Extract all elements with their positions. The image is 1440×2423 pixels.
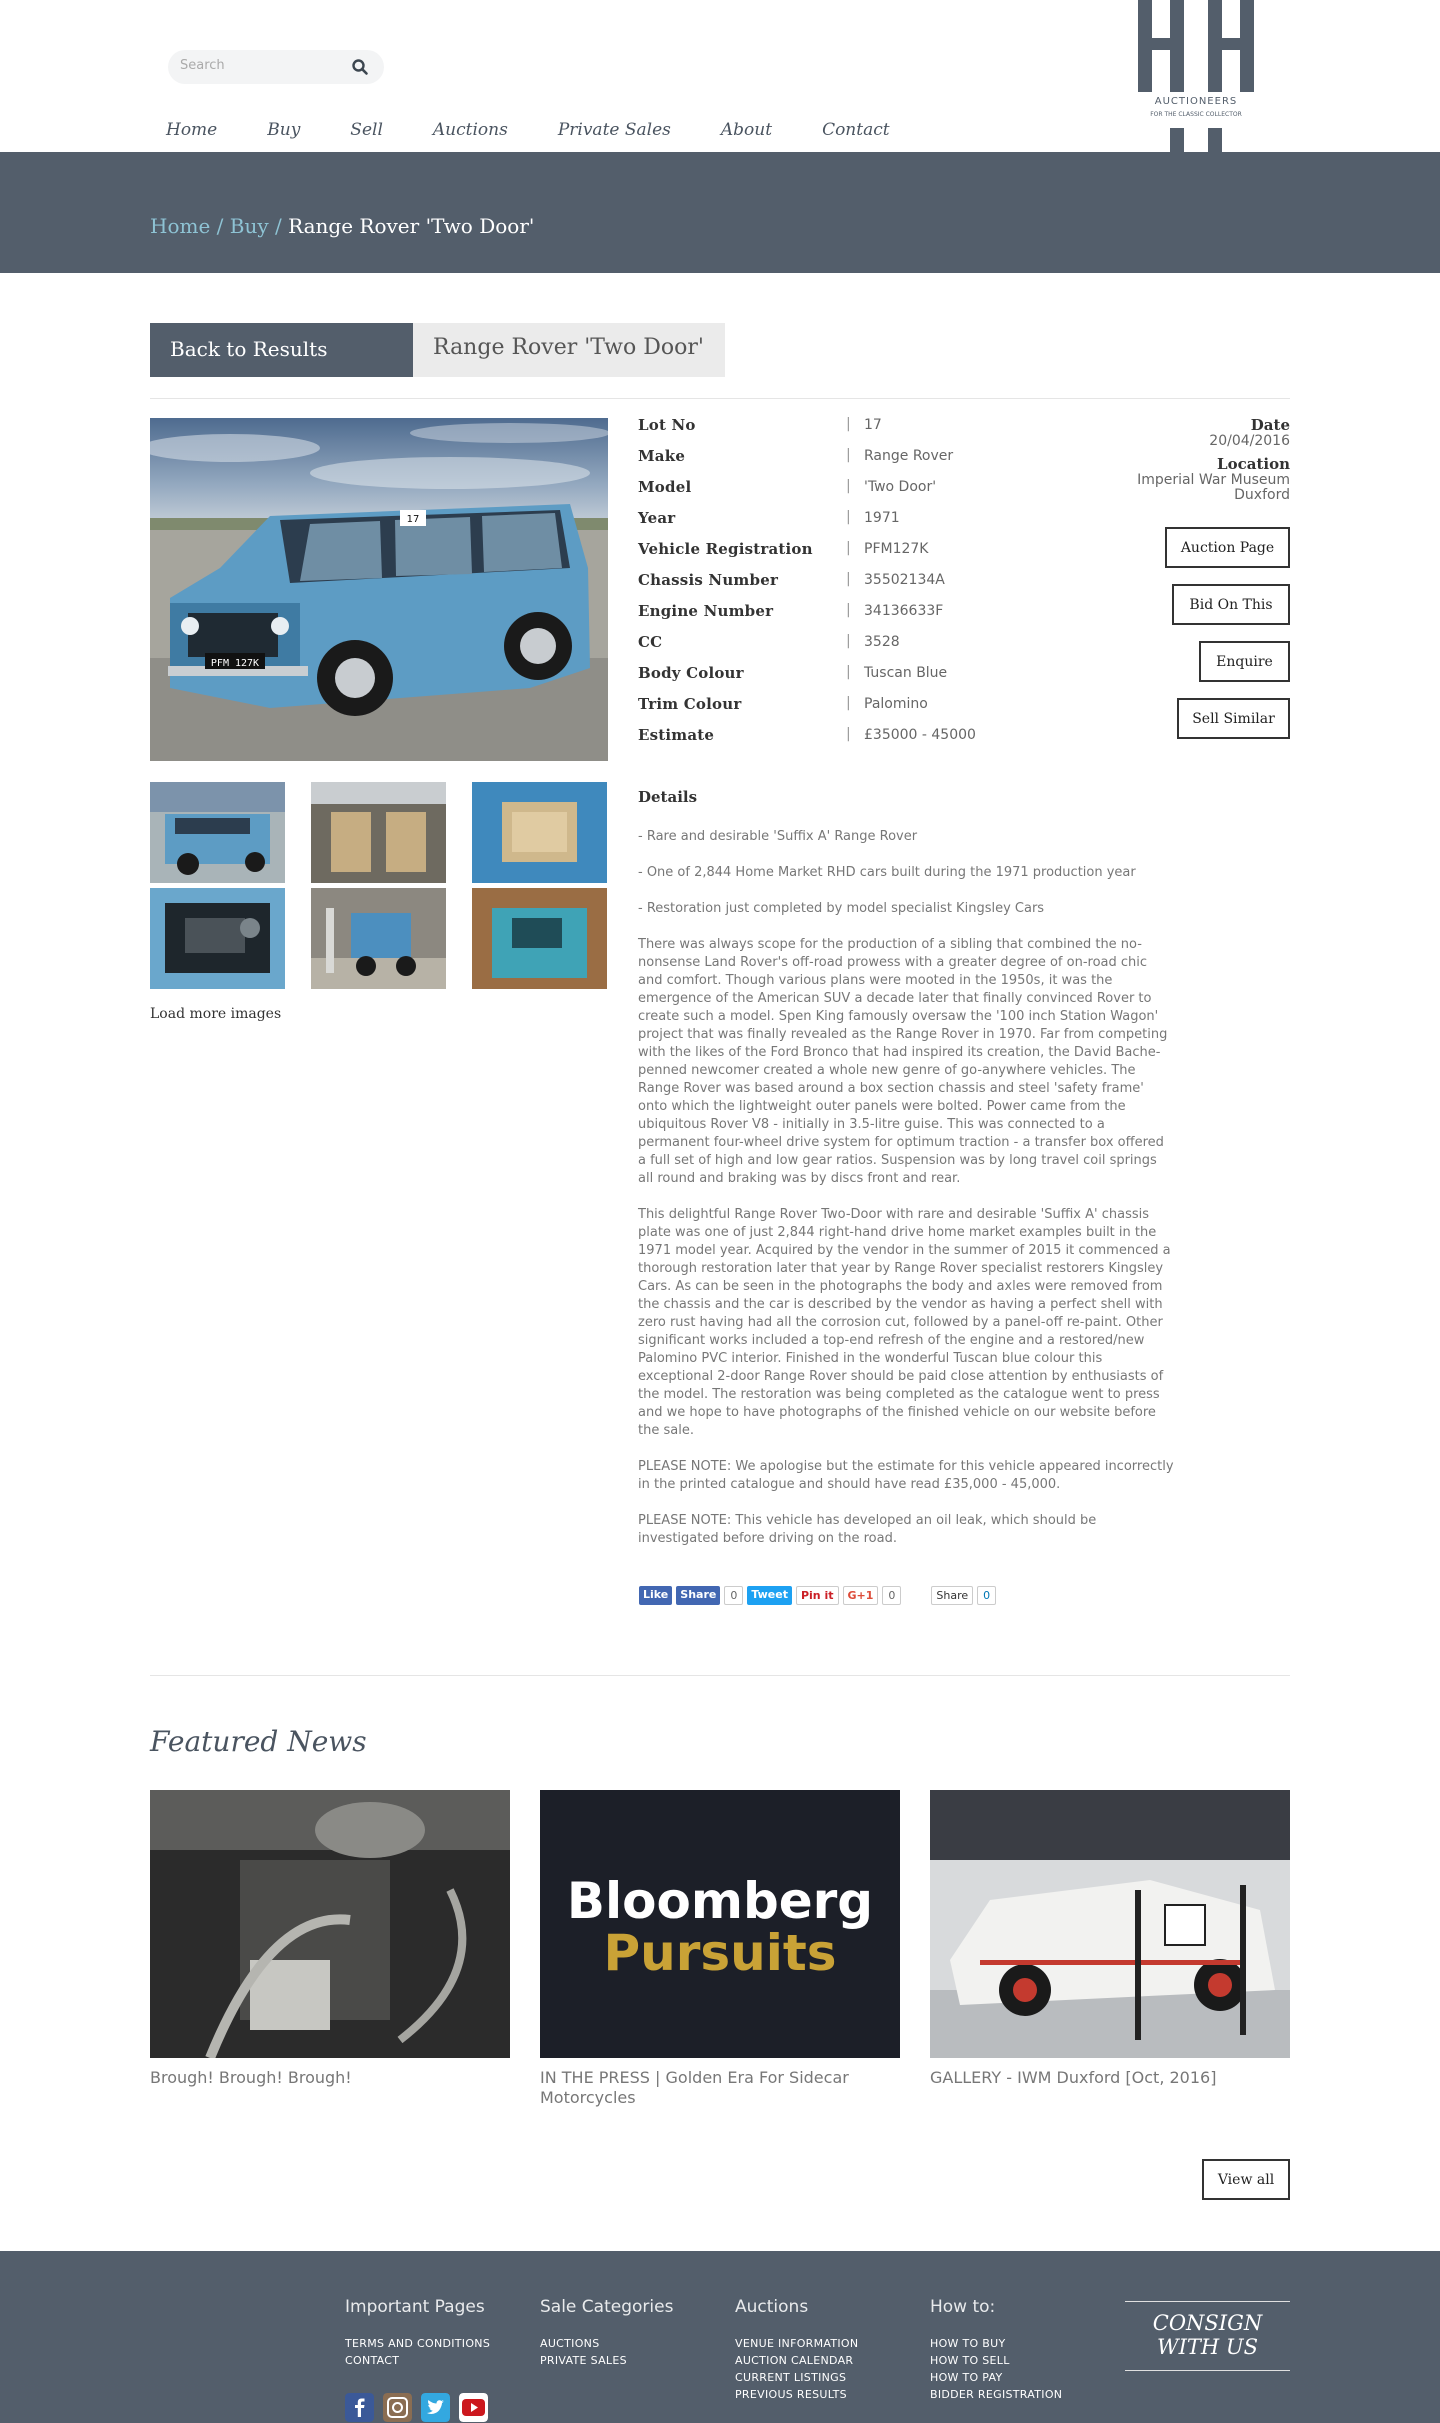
bloomberg-wordmark: Bloomberg	[566, 1872, 874, 1930]
thumbnail-2[interactable]	[311, 782, 446, 883]
location-line-2: Duxford	[1234, 487, 1290, 503]
facebook-icon[interactable]	[345, 2393, 374, 2422]
facebook-like-button[interactable]: Like	[639, 1586, 672, 1605]
date-label: Date	[1250, 416, 1290, 434]
social-share-bar	[639, 1585, 1000, 1605]
spec-separator: |	[846, 664, 851, 680]
footer-important-pages	[345, 2297, 490, 2369]
spec-row-make	[638, 447, 1038, 478]
spec-row-chassis	[638, 571, 1038, 602]
lot-title-tab: Range Rover 'Two Door'	[413, 323, 725, 377]
search-icon[interactable]	[351, 58, 369, 76]
footer-sale-categories	[540, 2297, 673, 2369]
thumbnail-3[interactable]	[472, 782, 607, 883]
nav-private-sales[interactable]: Private Sales	[557, 120, 671, 140]
spec-label: Vehicle Registration	[638, 540, 813, 558]
spec-label: Trim Colour	[638, 695, 742, 713]
nav-home[interactable]: Home	[166, 120, 218, 140]
location-label: Location	[1217, 455, 1290, 473]
nav-buy[interactable]: Buy	[267, 120, 301, 140]
footer-link-contact[interactable]: CONTACT	[345, 2354, 400, 2367]
back-to-results-button[interactable]: Back to Results	[150, 323, 413, 377]
news-image-2[interactable]	[540, 1790, 900, 2058]
details-heading: Details	[638, 788, 698, 806]
breadcrumb-current: Range Rover 'Two Door'	[288, 214, 535, 238]
spec-separator: |	[846, 571, 851, 587]
facebook-count: 0	[724, 1586, 743, 1605]
thumbnail-4[interactable]	[150, 888, 285, 989]
spec-row-trim-colour	[638, 695, 1038, 726]
spec-separator: |	[846, 416, 851, 432]
spec-label: CC	[638, 633, 663, 651]
footer-link-private-sales[interactable]: PRIVATE SALES	[540, 2354, 627, 2367]
spec-label: Body Colour	[638, 664, 744, 682]
footer-how-to	[930, 2297, 1062, 2403]
thumbnail-1[interactable]	[150, 782, 285, 883]
spec-label: Make	[638, 447, 686, 465]
load-more-images-link[interactable]: Load more images	[150, 1006, 282, 1022]
lot-sticker: 17	[406, 514, 420, 525]
breadcrumb-buy[interactable]: Buy	[229, 214, 269, 238]
details-bullet: - Rare and desirable 'Suffix A' Range Rover	[638, 829, 918, 844]
spec-value: 35502134A	[864, 572, 945, 588]
hh-logo[interactable]	[1138, 0, 1254, 152]
consign-line-1: CONSIGN	[1152, 2311, 1263, 2335]
footer-link-current[interactable]: CURRENT LISTINGS	[735, 2371, 847, 2384]
footer-heading: Sale Categories	[540, 2297, 674, 2317]
divider	[150, 398, 1290, 399]
spec-label: Model	[638, 478, 692, 496]
footer-link-venue[interactable]: VENUE INFORMATION	[735, 2337, 859, 2350]
logo-and: AND	[1187, 57, 1205, 66]
news-caption[interactable]: Brough! Brough! Brough!	[150, 2068, 352, 2087]
spec-label: Year	[638, 509, 676, 527]
news-image-3[interactable]	[930, 1790, 1290, 2058]
location-line-1: Imperial War Museum	[1137, 472, 1290, 488]
thumbnail-6[interactable]	[472, 888, 607, 989]
news-image-1[interactable]	[150, 1790, 510, 2058]
logo-tagline: FOR THE CLASSIC COLLECTOR	[1150, 111, 1242, 118]
breadcrumb-separator: /	[210, 214, 230, 238]
spec-row-engine	[638, 602, 1038, 633]
breadcrumb-separator: /	[268, 214, 289, 238]
nav-about[interactable]: About	[720, 120, 773, 140]
breadcrumb-home[interactable]: Home	[150, 214, 211, 238]
logo-text: AUCTIONEERS	[1154, 96, 1238, 107]
details-bullet: - One of 2,844 Home Market RHD cars built during the 1971 production year	[638, 865, 1136, 880]
spec-label: Lot No	[638, 416, 696, 434]
spec-separator: |	[846, 478, 851, 494]
spec-value: Range Rover	[864, 448, 954, 464]
spec-row-estimate	[638, 726, 1038, 757]
spec-separator: |	[846, 695, 851, 711]
details-bullet: - Restoration just completed by model specialist Kingsley Cars	[638, 901, 1045, 916]
view-all-button[interactable]: View all	[1202, 2159, 1290, 2200]
spec-value: 'Two Door'	[864, 479, 937, 495]
footer-link-calendar[interactable]: AUCTION CALENDAR	[735, 2354, 854, 2367]
footer-link-how-to-buy[interactable]: HOW TO BUY	[930, 2337, 1006, 2350]
spec-separator: |	[846, 540, 851, 556]
spec-table	[638, 416, 1038, 757]
search-input[interactable]	[180, 58, 340, 73]
spec-value: 3528	[864, 634, 900, 650]
spec-row-registration	[638, 540, 1038, 571]
footer-heading: How to:	[930, 2297, 996, 2317]
footer-link-previous[interactable]: PREVIOUS RESULTS	[735, 2388, 847, 2401]
youtube-icon[interactable]	[459, 2393, 488, 2422]
main-nav	[166, 120, 940, 140]
footer-link-how-to-pay[interactable]: HOW TO PAY	[930, 2371, 1003, 2384]
details-note: PLEASE NOTE: We apologise but the estimate for this vehicle appeared incorrectly in the printed catalogue and should have read £35,000 - 45,000.	[638, 1459, 1174, 1492]
enquire-button[interactable]: Enquire	[1199, 641, 1290, 682]
spec-label: Chassis Number	[638, 571, 779, 589]
instagram-icon[interactable]	[383, 2393, 412, 2422]
spec-label: Estimate	[638, 726, 715, 744]
spec-separator: |	[846, 509, 851, 525]
site-header	[0, 0, 1440, 152]
divider	[150, 1675, 1290, 1676]
breadcrumb	[150, 216, 534, 236]
footer-link-auctions[interactable]: AUCTIONS	[540, 2337, 600, 2350]
featured-news-title: Featured News	[150, 1725, 367, 1758]
news-caption[interactable]: IN THE PRESS | Golden Era For Sidecar Motorcycles	[540, 2068, 849, 2107]
spec-row-cc	[638, 633, 1038, 664]
sale-date: 20/04/2016	[1209, 433, 1290, 449]
nav-sell[interactable]: Sell	[350, 120, 383, 140]
sale-info	[1137, 416, 1290, 503]
spec-separator: |	[846, 602, 851, 618]
spec-row-year	[638, 509, 1038, 540]
nav-contact[interactable]: Contact	[822, 120, 890, 140]
spec-row-model	[638, 478, 1038, 509]
number-plate: PFM 127K	[210, 658, 260, 669]
search-box	[168, 50, 384, 84]
spec-label: Engine Number	[638, 602, 774, 620]
spec-value: 17	[864, 417, 882, 433]
details-paragraph: There was always scope for the production of a sibling that combined the no-nonsense Land Rover's off-road prowess with a greater degree of on-road chic and comfort. Though various plans were mooted in the 1950s, it was the emergence of the American SUV a decade later that finally convinced Rover to create such a model. Spen King famously oversaw the '100 inch Station Wagon' project that was finally revealed as the Range Rover in 1970. Far from competing with the likes of the Ford Bronco that had inspired its creation, the David Bache-penned newcomer created a whole new genre of go-anywhere vehicles. The Range Rover was based around a box section chassis and steel 'safety frame' onto which the lightweight outer panels were bolted. Power came from the ubiquitous Rover V8 - initially in 3.5-litre guise. This was connected to a permanent four-wheel drive system for optimum traction - a transfer box offered a full set of high and low gear ratios. Suspension was by long travel coil springs all round and braking was by discs front and rear.	[638, 937, 1168, 1186]
spec-value: 34136633F	[864, 603, 944, 619]
footer-social-icons	[345, 2393, 497, 2422]
twitter-icon[interactable]	[421, 2393, 450, 2422]
tweet-button[interactable]: Tweet	[747, 1586, 792, 1605]
site-footer	[0, 2251, 1440, 2423]
pinterest-button[interactable]: Pin it	[796, 1586, 839, 1605]
linkedin-count: 0	[977, 1586, 996, 1605]
news-caption[interactable]: GALLERY - IWM Duxford [Oct, 2016]	[930, 2068, 1217, 2087]
details-note: PLEASE NOTE: This vehicle has developed an oil leak, which should be investigated before driving on the road.	[638, 1513, 1097, 1546]
consign-with-us-button[interactable]	[1125, 2301, 1290, 2371]
spec-row-body-colour	[638, 664, 1038, 695]
spec-value: PFM127K	[864, 541, 929, 557]
spec-separator: |	[846, 447, 851, 463]
thumbnail-5[interactable]	[311, 888, 446, 989]
consign-line-2: WITH US	[1157, 2335, 1258, 2359]
footer-link-bidder-registration[interactable]: BIDDER REGISTRATION	[930, 2388, 1063, 2401]
bid-on-this-button[interactable]: Bid On This	[1172, 584, 1290, 625]
auction-page-button[interactable]: Auction Page	[1165, 527, 1290, 568]
details-section	[638, 788, 1174, 1566]
facebook-share-button[interactable]: Share	[676, 1586, 720, 1605]
spec-value: Palomino	[864, 696, 928, 712]
spec-value: Tuscan Blue	[864, 665, 948, 681]
footer-link-how-to-sell[interactable]: HOW TO SELL	[930, 2354, 1010, 2367]
footer-heading: Auctions	[735, 2297, 809, 2317]
spec-value: 1971	[864, 510, 900, 526]
footer-link-terms[interactable]: TERMS AND CONDITIONS	[345, 2337, 491, 2350]
breadcrumb-banner	[0, 152, 1440, 273]
google-plus-count: 0	[882, 1586, 901, 1605]
spec-separator: |	[846, 633, 851, 649]
google-plus-button[interactable]: G+1	[843, 1586, 879, 1605]
details-paragraph: This delightful Range Rover Two-Door with rare and desirable 'Suffix A' chassis plate was one of just 2,844 right-hand drive home market examples built in the 1971 model year. Acquired by the vendor in the summer of 2015 it commenced a thorough restoration later that year by Range Rover specialist restorers Kingsley Cars. As can be seen in the photographs the body and axles were removed from the chassis and the car is described by the vendor as having a perfect shell with zero rust having had all the corrosion cut, followed by a panel-off re-paint. Other significant works included a top-end refresh of the engine and a restored/new Palomino PVC interior. Finished in the wonderful Tuscan blue colour this exceptional 2-door Range Rover should be paid close attention by enthusiasts of the model. The restoration was being completed as the catalogue went to press and we hope to have photographs of the finished vehicle on our website before the sale.	[638, 1207, 1171, 1438]
spec-value: £35000 - 45000	[864, 727, 976, 743]
linkedin-share-button[interactable]: Share	[931, 1586, 973, 1605]
footer-auctions	[735, 2297, 858, 2403]
sell-similar-button[interactable]: Sell Similar	[1177, 698, 1290, 739]
main-vehicle-photo[interactable]	[150, 418, 608, 761]
spec-row-lot	[638, 416, 1038, 447]
spec-separator: |	[846, 726, 851, 742]
nav-auctions[interactable]: Auctions	[432, 120, 508, 140]
pursuits-wordmark: Pursuits	[603, 1924, 837, 1982]
footer-heading: Important Pages	[345, 2297, 485, 2317]
